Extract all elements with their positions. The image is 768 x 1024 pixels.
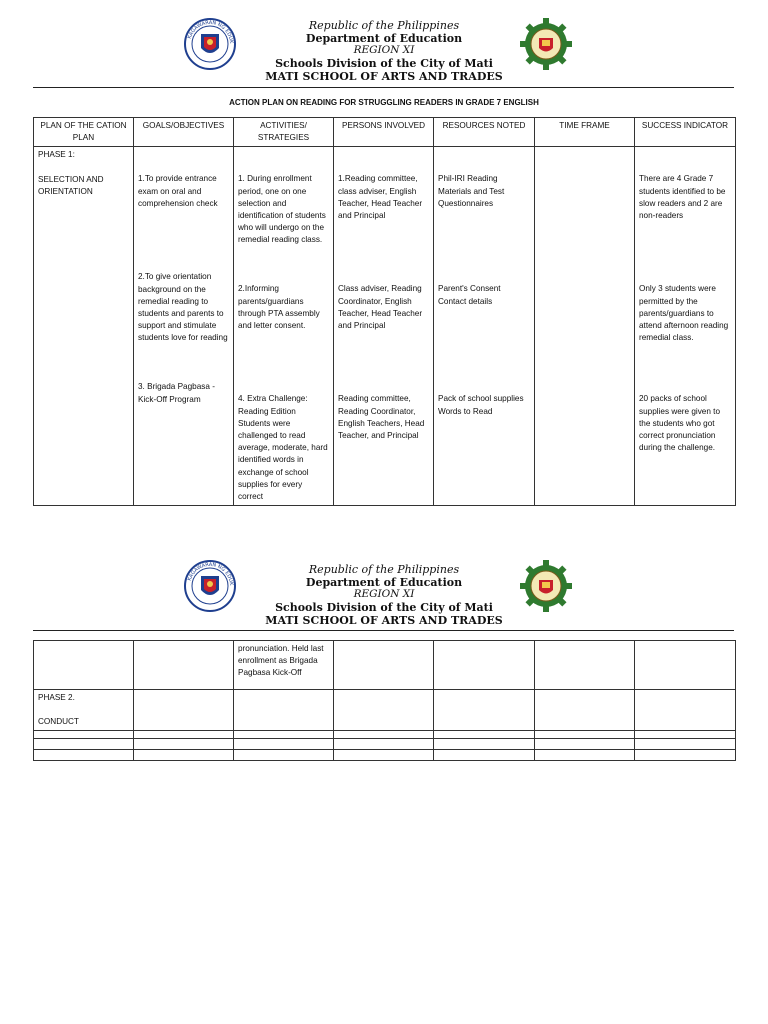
table-cell xyxy=(334,750,434,761)
table-cell xyxy=(234,750,334,761)
table-cell xyxy=(535,690,635,731)
indicator-item: 20 packs of school supplies were given to the students who got correct pronunciation during the challenge. xyxy=(639,394,721,453)
table-cell xyxy=(134,750,234,761)
persons-item: Class adviser, Reading Coordinator, English Teacher, Head Teacher and Principal xyxy=(338,284,423,331)
table-header-row xyxy=(34,118,736,147)
persons-cell xyxy=(334,147,434,506)
table-cell xyxy=(234,731,334,739)
department-line: Department of Education xyxy=(305,576,463,589)
activity-item: 2.Informing parents/guardians through PTA assembly and letter consent. xyxy=(238,284,320,331)
column-header: RESOURCES NOTED xyxy=(434,118,535,147)
indicator-item: Only 3 students were permitted by the parents/guardians to attend afternoon reading remedial class. xyxy=(639,284,729,343)
division-line: Schools Division of the City of Mati xyxy=(275,601,493,614)
table-cell xyxy=(234,690,334,731)
persons-item: 1.Reading committee, class adviser, English Teacher, Head Teacher and Principal xyxy=(338,174,423,221)
school-name: MATI SCHOOL OF ARTS AND TRADES xyxy=(265,70,503,83)
table-cell xyxy=(134,690,234,731)
activity-continuation: pronunciation. Held last enrollment as Brigada Pagbasa Kick-Off xyxy=(234,641,334,690)
resources-item: Phil-IRI Reading Materials and Test Questionnaires xyxy=(438,174,505,208)
region-line: REGION XI xyxy=(353,588,415,600)
indicator-cell xyxy=(635,147,736,506)
indicator-item: There are 4 Grade 7 students identified to be slow readers and 2 are non-readers xyxy=(639,174,726,221)
resources-item: Parent's Consent Contact details xyxy=(438,284,501,306)
activity-item: 1. During enrollment period, one on one selection and identification of students who will undergo on the remedial reading class. xyxy=(238,174,326,245)
school-gear-seal-icon xyxy=(520,18,572,70)
table-cell xyxy=(34,750,134,761)
republic-line: Republic of the Philippines xyxy=(308,563,460,576)
action-plan-table-continued xyxy=(33,640,736,761)
activities-cell xyxy=(234,147,334,506)
goal-item: 3. Brigada Pagbasa - Kick-Off Program xyxy=(138,382,215,404)
division-line: Schools Division of the City of Mati xyxy=(275,57,493,70)
table-cell xyxy=(34,641,134,690)
persons-item: Reading committee, Reading Coordinator, English Teachers, Head Teacher, and Principal xyxy=(338,394,425,441)
phase-cell xyxy=(34,690,134,731)
svg-text:KAGAWARAN NG EDUKASYON: KAGAWARAN NG EDUK xyxy=(186,561,235,586)
table-row xyxy=(34,739,736,750)
column-header: TIME FRAME xyxy=(535,118,635,147)
region-line: REGION XI xyxy=(353,44,415,56)
column-header: ACTIVITIES/ STRATEGIES xyxy=(234,118,334,147)
table-cell xyxy=(535,750,635,761)
phase-label: PHASE 1: xyxy=(38,150,75,160)
header-rule-2 xyxy=(33,630,734,631)
school-name: MATI SCHOOL OF ARTS AND TRADES xyxy=(265,614,503,627)
phase-cell xyxy=(34,147,134,506)
column-header: PLAN OF THE CATION PLAN xyxy=(34,118,134,147)
table-cell xyxy=(134,731,234,739)
header-rule-1 xyxy=(33,87,734,88)
letterhead-1 xyxy=(0,18,768,88)
action-plan-table xyxy=(33,117,736,506)
table-row xyxy=(34,750,736,761)
department-line: Department of Education xyxy=(305,32,463,45)
table-cell xyxy=(434,731,535,739)
table-cell xyxy=(34,731,134,739)
letterhead-2 xyxy=(0,560,768,630)
table-cell xyxy=(434,750,535,761)
table-cell xyxy=(134,641,234,690)
table-cell xyxy=(434,690,535,731)
phase-name: CONDUCT xyxy=(38,717,79,727)
republic-line: Republic of the Philippines xyxy=(308,19,460,32)
table-cell xyxy=(535,739,635,750)
table-cell xyxy=(434,739,535,750)
table-cell xyxy=(334,641,434,690)
table-row xyxy=(34,690,736,731)
table-row xyxy=(34,147,736,506)
table-cell xyxy=(535,731,635,739)
phase-name: SELECTION AND ORIENTATION xyxy=(38,174,104,196)
goals-cell xyxy=(134,147,234,506)
resources-item: Pack of school supplies Words to Read xyxy=(438,394,524,416)
table-cell xyxy=(635,739,736,750)
table-cell xyxy=(334,731,434,739)
table-cell xyxy=(635,690,736,731)
goal-item: 1.To provide entrance exam on oral and comprehension check xyxy=(138,174,218,208)
column-header: SUCCESS INDICATOR xyxy=(635,118,736,147)
phase-label: PHASE 2. xyxy=(38,693,75,702)
column-header: GOALS/OBJECTIVES xyxy=(134,118,234,147)
table-cell xyxy=(134,739,234,750)
time-frame-cell xyxy=(535,147,635,506)
table-cell xyxy=(535,641,635,690)
table-cell xyxy=(334,690,434,731)
table-cell xyxy=(334,739,434,750)
table-row xyxy=(34,731,736,739)
table-cell xyxy=(34,739,134,750)
table-cell xyxy=(434,641,535,690)
table-cell xyxy=(234,739,334,750)
resources-cell xyxy=(434,147,535,506)
activity-item: 4. Extra Challenge: Reading Edition Students were challenged to read average, moderate, hard identified words in exchange of school supplies for every correct xyxy=(238,394,328,502)
goal-item: 2.To give orientation background on the remedial reading to students and parents to support and stimulate students love for reading xyxy=(138,272,228,343)
document-title: ACTION PLAN ON READING FOR STRUGGLING READERS IN GRADE 7 ENGLISH xyxy=(229,98,539,107)
column-header: PERSONS INVOLVED xyxy=(334,118,434,147)
table-cell xyxy=(635,641,736,690)
table-row xyxy=(34,641,736,690)
svg-text:KAGAWARAN NG EDUKASYON: KAGAWARAN NG EDUK xyxy=(186,19,235,44)
table-cell xyxy=(635,750,736,761)
school-gear-seal-icon xyxy=(520,560,572,612)
table-cell xyxy=(635,731,736,739)
